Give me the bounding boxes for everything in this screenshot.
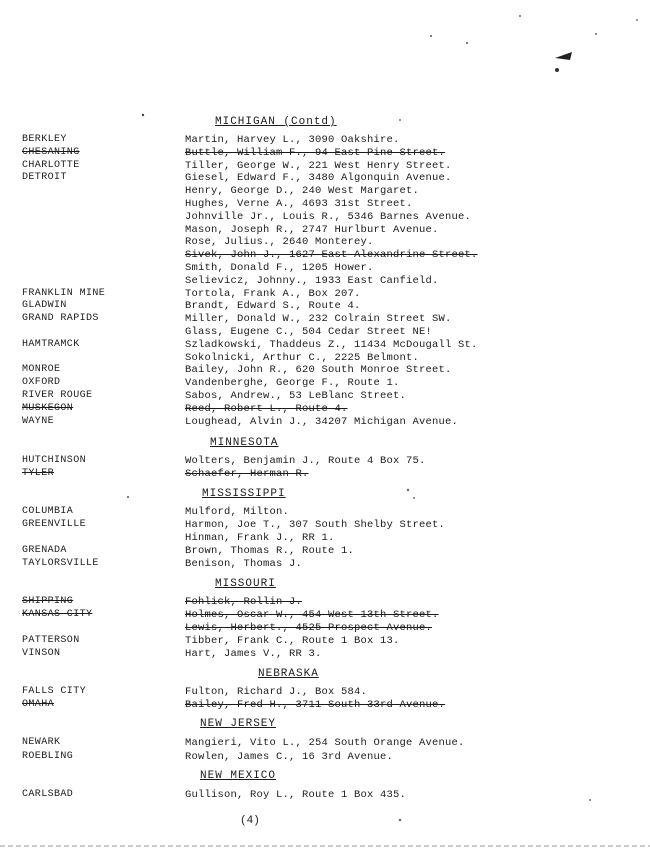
city-name: GREENVILLE	[22, 519, 87, 530]
city-name: COLUMBIA	[22, 506, 74, 517]
entry-row	[0, 506, 650, 519]
city-name: RIVER ROUGE	[22, 390, 93, 401]
city-name: BERKLEY	[22, 134, 67, 145]
entry-row	[0, 545, 650, 558]
person-entry: Harmon, Joe T., 307 South Shelby Street.	[185, 519, 446, 531]
entry-row	[0, 416, 650, 429]
person-entry: Giesel, Edward F., 3480 Algonquin Avenue.	[185, 172, 452, 184]
entry-row	[0, 339, 650, 352]
entry-row	[0, 198, 650, 211]
entry-row	[0, 455, 650, 468]
person-entry: Rose, Julius., 2640 Monterey.	[185, 236, 374, 248]
city-name: CHARLOTTE	[22, 160, 80, 171]
entry-row	[0, 789, 650, 802]
entry-row	[0, 326, 650, 339]
entry-row	[0, 134, 650, 147]
entry-row	[0, 635, 650, 648]
city-name: FRANKLIN MINE	[22, 288, 106, 299]
page-number: (4)	[240, 815, 260, 827]
person-entry: Rowlen, James C., 16 3rd Avenue.	[185, 751, 394, 763]
entry-row	[0, 596, 650, 609]
city-name: GLADWIN	[22, 300, 67, 311]
entry-row	[0, 519, 650, 532]
person-entry: Bailey, John R., 620 South Monroe Street.	[185, 364, 452, 376]
section-heading: MINNESOTA	[210, 437, 279, 449]
entry-row	[0, 364, 650, 377]
person-entry: Smith, Donald F., 1205 Hower.	[185, 262, 374, 274]
entry-row	[0, 211, 650, 224]
entry-row	[0, 275, 650, 288]
entry-row	[0, 300, 650, 313]
person-entry: Fulton, Richard J., Box 584.	[185, 686, 368, 698]
person-entry: Tibber, Frank C., Route 1 Box 13.	[185, 635, 400, 647]
person-entry: Holmes, Oscar W., 454 West 13th Street.	[185, 609, 439, 621]
entry-row	[0, 532, 650, 545]
person-entry: Miller, Donald W., 232 Colrain Street SW.	[185, 313, 452, 325]
section-heading: MISSOURI	[215, 578, 276, 590]
city-name: KANSAS CITY	[22, 609, 93, 620]
city-name: CARLSBAD	[22, 789, 74, 800]
city-name: SHIPPING	[22, 596, 74, 607]
city-name: VINSON	[22, 648, 61, 659]
entry-row	[0, 262, 650, 275]
city-name: TYLER	[22, 468, 55, 479]
person-entry: Mangieri, Vito L., 254 South Orange Avenue.	[185, 737, 465, 749]
person-entry: Selievicz, Johnny., 1933 East Canfield.	[185, 275, 439, 287]
section-heading: NEBRASKA	[258, 668, 319, 680]
city-name: DETROIT	[22, 172, 67, 183]
person-entry: Tiller, George W., 221 West Henry Street.	[185, 160, 452, 172]
person-entry: Lewis, Herbert., 4525 Prospect Avenue.	[185, 622, 433, 634]
person-entry: Hughes, Verne A., 4693 31st Street.	[185, 198, 413, 210]
entry-row	[0, 236, 650, 249]
person-entry: Buttle, William F., 94 East Pine Street.	[185, 147, 446, 159]
city-name: OXFORD	[22, 377, 61, 388]
person-entry: Szladkowski, Thaddeus Z., 11434 McDougall St.	[185, 339, 478, 351]
city-name: MONROE	[22, 364, 61, 375]
person-entry: Tortola, Frank A., Box 207.	[185, 288, 361, 300]
city-name: TAYLORSVILLE	[22, 558, 99, 569]
person-entry: Loughead, Alvin J., 34207 Michigan Avenue.	[185, 416, 459, 428]
entry-row	[0, 377, 650, 390]
person-entry: Sivek, John J., 1627 East Alexandrine Street.	[185, 249, 478, 261]
section-heading: MICHIGAN (Contd)	[215, 116, 337, 128]
person-entry: Hart, James V., RR 3.	[185, 648, 322, 660]
entry-row	[0, 686, 650, 699]
person-entry: Johnville Jr., Louis R., 5346 Barnes Avenue.	[185, 211, 472, 223]
city-name: PATTERSON	[22, 635, 80, 646]
entry-row	[0, 172, 650, 185]
person-entry: Wolters, Benjamin J., Route 4 Box 75.	[185, 455, 426, 467]
entry-row	[0, 390, 650, 403]
city-name: GRENADA	[22, 545, 67, 556]
section-heading: NEW MEXICO	[200, 770, 277, 782]
entry-row	[0, 609, 650, 622]
entry-row	[0, 622, 650, 635]
person-entry: Sabos, Andrew., 53 LeBlanc Street.	[185, 390, 407, 402]
entry-row	[0, 699, 650, 712]
entry-row	[0, 737, 650, 750]
city-name: NEWARK	[22, 737, 61, 748]
city-name: GRAND RAPIDS	[22, 313, 99, 324]
city-name: MUSKEGON	[22, 403, 74, 414]
person-entry: Brandt, Edward S., Route 4.	[185, 300, 361, 312]
person-entry: Reed, Robert L., Route 4.	[185, 403, 348, 415]
city-name: ROEBLING	[22, 751, 74, 762]
person-entry: Hinman, Frank J., RR 1.	[185, 532, 335, 544]
person-entry: Martin, Harvey L., 3090 Oakshire.	[185, 134, 400, 146]
city-name: FALLS CITY	[22, 686, 87, 697]
person-entry: Benison, Thomas J.	[185, 558, 303, 570]
city-name: WAYNE	[22, 416, 55, 427]
person-entry: Sokolnicki, Arthur C., 2225 Belmont.	[185, 352, 420, 364]
person-entry: Fohlick, Rollin J.	[185, 596, 303, 608]
section-heading: MISSISSIPPI	[202, 488, 286, 500]
person-entry: Mulford, Milton.	[185, 506, 290, 518]
entry-row	[0, 249, 650, 262]
person-entry: Glass, Eugene C., 504 Cedar Street NE!	[185, 326, 433, 338]
section-heading: NEW JERSEY	[200, 718, 277, 730]
entry-row	[0, 185, 650, 198]
entry-row	[0, 751, 650, 764]
entry-row	[0, 648, 650, 661]
person-entry: Brown, Thomas R., Route 1.	[185, 545, 355, 557]
entry-row	[0, 468, 650, 481]
person-entry: Bailey, Fred H., 3711 South 33rd Avenue.	[185, 699, 446, 711]
entry-row	[0, 403, 650, 416]
person-entry: Vandenberghe, George F., Route 1.	[185, 377, 400, 389]
entry-row	[0, 558, 650, 571]
entry-row	[0, 313, 650, 326]
person-entry: Mason, Joseph R., 2747 Hurlburt Avenue.	[185, 224, 439, 236]
city-name: HAMTRAMCK	[22, 339, 80, 350]
person-entry: Henry, George D., 240 West Margaret.	[185, 185, 420, 197]
city-name: HUTCHINSON	[22, 455, 87, 466]
city-name: OMAHA	[22, 699, 55, 710]
city-name: CHESANING	[22, 147, 80, 158]
person-entry: Gullison, Roy L., Route 1 Box 435.	[185, 789, 407, 801]
person-entry: Schaefer, Herman R.	[185, 468, 309, 480]
entry-row	[0, 147, 650, 160]
